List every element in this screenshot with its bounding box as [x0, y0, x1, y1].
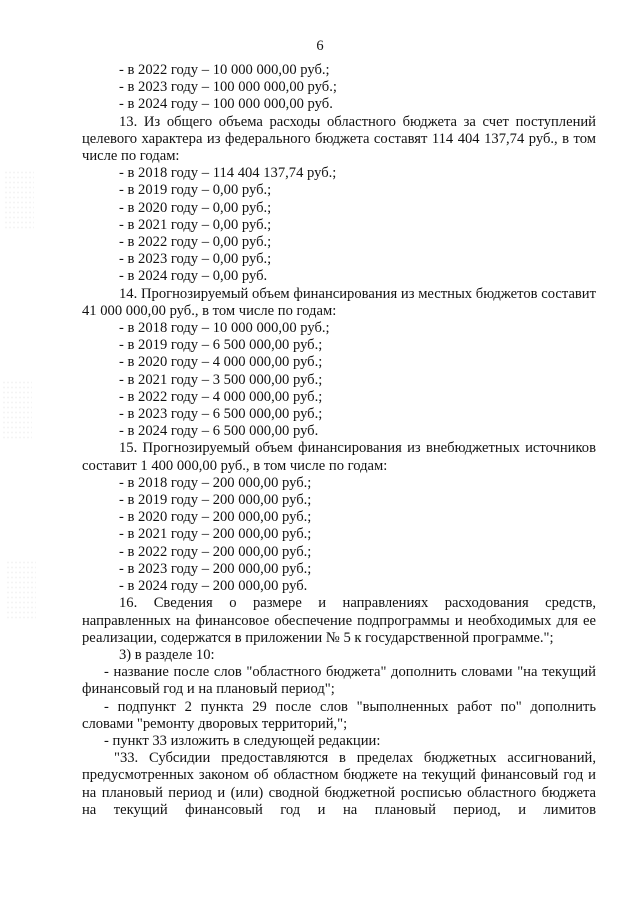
scan-artifact: [4, 170, 34, 230]
list-item: - в 2018 году – 114 404 137,74 руб.;: [119, 165, 337, 182]
amendment-paragraph-33: - пункт 33 изложить в следующей редакции:: [104, 732, 381, 749]
list-item: - в 2022 году – 4 000 000,00 руб.;: [119, 388, 323, 405]
list-item: - в 2021 году – 3 500 000,00 руб.;: [119, 371, 323, 388]
list-item: - в 2022 году – 0,00 руб.;: [119, 234, 272, 251]
paragraph-15: 15. Прогнозируемый объем финансирования из внебюджетных источников составит 1 400 000,00 руб., в том числе по годам:: [82, 440, 596, 474]
list-item: - в 2024 году – 200 000,00 руб.: [119, 578, 308, 595]
list-item: - в 2023 году – 100 000 000,00 руб.;: [119, 79, 337, 96]
list-item: - в 2019 году – 200 000,00 руб.;: [119, 492, 312, 509]
list-item: - в 2018 году – 10 000 000,00 руб.;: [119, 320, 330, 337]
list-item: - в 2020 году – 4 000 000,00 руб.;: [119, 354, 323, 371]
list-item: - в 2020 году – 200 000,00 руб.;: [119, 509, 312, 526]
list-item: - в 2022 году – 200 000,00 руб.;: [119, 543, 312, 560]
list-item: - в 2024 году – 0,00 руб.: [119, 268, 268, 285]
list-item: - в 2020 году – 0,00 руб.;: [119, 199, 272, 216]
list-item: - в 2023 году – 0,00 руб.;: [119, 251, 272, 268]
list-item: - в 2019 году – 6 500 000,00 руб.;: [119, 337, 323, 354]
list-item: - в 2022 году – 10 000 000,00 руб.;: [119, 62, 330, 78]
scan-artifact: [6, 560, 36, 620]
amendment-subparagraph-2: - подпункт 2 пункта 29 после слов "выполненных работ по" дополнить словами "ремонту дворовых территорий,";: [82, 698, 596, 732]
page-number: 6: [316, 38, 324, 54]
list-item: - в 2021 году – 0,00 руб.;: [119, 216, 272, 233]
amendment-title: - название после слов "областного бюджета" дополнить словами "на текущий финансовый год и на плановый период";: [82, 664, 596, 698]
scan-artifact: [2, 380, 32, 440]
item-3: 3) в разделе 10:: [119, 646, 215, 663]
list-item: - в 2023 году – 200 000,00 руб.;: [119, 560, 312, 577]
paragraph-13: 13. Из общего объема расходы областного бюджета за счет поступлений целевого характера из федерального бюджета составят 114 404 137,74 руб., в том числе по годам:: [82, 113, 596, 165]
list-item: - в 2024 году – 6 500 000,00 руб.: [119, 423, 319, 440]
paragraph-33-text: "33. Субсидии предоставляются в пределах бюджетных ассигнований, предусмотренных законом об областном бюджете на текущий финансовый год и на плановый период и (или) сводной бюджетной росписью областного бюджета на текущий финансовый год и на плановый период, и лимитов: [82, 750, 596, 818]
list-item: - в 2018 году – 200 000,00 руб.;: [119, 474, 312, 491]
paragraph-14: 14. Прогнозируемый объем финансирования из местных бюджетов составит 41 000 000,00 руб., в том числе по годам:: [82, 285, 596, 319]
list-item: - в 2024 году – 100 000 000,00 руб.: [119, 96, 333, 113]
paragraph-16: 16. Сведения о размере и направлениях расходования средств, направленных на финансовое обеспечение подпрограммы и необходимых для ее реализации, содержатся в приложении № 5 к государственной программе.";: [82, 595, 596, 646]
list-item: - в 2023 году – 6 500 000,00 руб.;: [119, 406, 323, 423]
list-item: - в 2019 году – 0,00 руб.;: [119, 182, 272, 199]
document-body: [82, 62, 596, 819]
list-item: - в 2021 году – 200 000,00 руб.;: [119, 526, 312, 543]
